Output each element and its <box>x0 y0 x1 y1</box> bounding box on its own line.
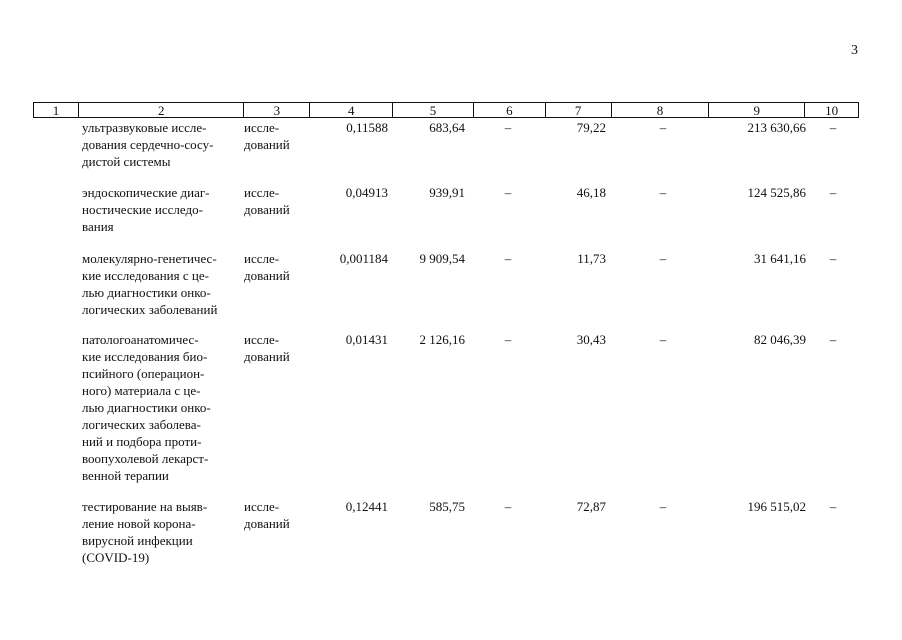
description-line: венной терапии <box>82 468 169 483</box>
description-line: эндоскопические диаг- <box>82 185 210 200</box>
description-line: кие исследования био- <box>82 349 208 364</box>
description-line: ностические исследо- <box>82 202 203 217</box>
cell-col-4: 0,12441 <box>345 499 388 514</box>
row-description <box>82 498 233 566</box>
cell-col-9: 82 046,39 <box>754 332 806 347</box>
cell-col-4: 0,04913 <box>345 185 388 200</box>
cell-col-10: – <box>829 185 837 200</box>
cell-col-10: – <box>829 499 837 514</box>
header-col-10: 10 <box>825 103 839 118</box>
cell-col-8: – <box>659 332 667 347</box>
cell-col-7: 72,87 <box>576 499 606 514</box>
cell-col-5: 683,64 <box>429 120 465 135</box>
description-line: кие исследования с це- <box>82 268 209 283</box>
description-line: (COVID-19) <box>82 550 150 565</box>
description-line: ультразвуковые иссле- <box>82 120 207 135</box>
unit-line: дований <box>244 202 290 217</box>
description-line: псийного (операцион- <box>82 366 205 381</box>
description-line: дования сердечно-сосу- <box>82 137 214 152</box>
row-unit <box>244 331 308 365</box>
cell-col-8: – <box>659 251 667 266</box>
cell-col-6: – <box>504 185 512 200</box>
cell-col-10: – <box>829 120 837 135</box>
description-line: логических заболева- <box>82 417 201 432</box>
description-line: дистой системы <box>82 154 171 169</box>
cell-col-9: 196 515,02 <box>747 499 806 514</box>
header-col-9: 9 <box>709 103 805 117</box>
header-col-1: 1 <box>34 103 79 117</box>
description-line: патологоанатомичес- <box>82 332 199 347</box>
header-col-7: 7 <box>546 103 612 117</box>
cell-col-8: – <box>659 120 667 135</box>
description-line: тестирование на выяв- <box>82 499 208 514</box>
description-line: ного) материала с це- <box>82 383 201 398</box>
cell-col-5: 2 126,16 <box>419 332 465 347</box>
unit-line: иссле- <box>244 120 280 135</box>
unit-line: иссле- <box>244 251 280 266</box>
header-col-2: 2 <box>79 103 245 117</box>
cell-col-4: 0,01431 <box>345 332 388 347</box>
row-description <box>82 119 233 170</box>
row-unit <box>244 184 308 218</box>
row-description <box>82 184 233 235</box>
cell-col-9: 31 641,16 <box>754 251 806 266</box>
cell-col-5: 585,75 <box>429 499 465 514</box>
header-col-4: 4 <box>310 103 393 117</box>
cell-col-6: – <box>504 332 512 347</box>
description-line: лью диагностики онко- <box>82 285 211 300</box>
unit-line: иссле- <box>244 499 280 514</box>
unit-line: иссле- <box>244 185 280 200</box>
cell-col-6: – <box>504 499 512 514</box>
cell-col-9: 213 630,66 <box>747 120 806 135</box>
row-unit <box>244 250 308 284</box>
header-col-3: 3 <box>244 103 310 117</box>
row-unit <box>244 119 308 153</box>
description-line: ний и подбора проти- <box>82 434 202 449</box>
unit-line: дований <box>244 137 290 152</box>
cell-col-10: – <box>829 332 837 347</box>
cell-col-7: 11,73 <box>577 251 606 266</box>
header-col-8: 8 <box>612 103 710 117</box>
cell-col-8: – <box>659 499 667 514</box>
row-description <box>82 250 233 318</box>
cell-col-9: 124 525,86 <box>747 185 806 200</box>
unit-line: дований <box>244 349 290 364</box>
unit-line: иссле- <box>244 332 280 347</box>
description-line: вирусной инфекции <box>82 533 193 548</box>
row-description <box>82 331 233 484</box>
unit-line: дований <box>244 516 290 531</box>
description-line: логических заболеваний <box>82 302 218 317</box>
cell-col-5: 9 909,54 <box>419 251 465 266</box>
cell-col-7: 46,18 <box>576 185 606 200</box>
header-col-6: 6 <box>474 103 546 117</box>
table-header <box>33 102 859 118</box>
unit-line: дований <box>244 268 290 283</box>
page-number: 3 <box>851 43 858 58</box>
description-line: вания <box>82 219 114 234</box>
cell-col-6: – <box>504 120 512 135</box>
row-unit <box>244 498 308 532</box>
description-line: молекулярно-генетичес- <box>82 251 217 266</box>
description-line: ление новой корона- <box>82 516 196 531</box>
cell-col-10: – <box>829 251 837 266</box>
cell-col-7: 79,22 <box>576 120 606 135</box>
description-line: воопухолевой лекарст- <box>82 451 209 466</box>
cell-col-8: – <box>659 185 667 200</box>
header-col-5: 5 <box>393 103 474 117</box>
cell-col-4: 0,11588 <box>346 120 388 135</box>
cell-col-6: – <box>504 251 512 266</box>
cell-col-4: 0,001184 <box>339 251 388 266</box>
cell-col-5: 939,91 <box>429 185 465 200</box>
cell-col-7: 30,43 <box>576 332 606 347</box>
description-line: лью диагностики онко- <box>82 400 211 415</box>
